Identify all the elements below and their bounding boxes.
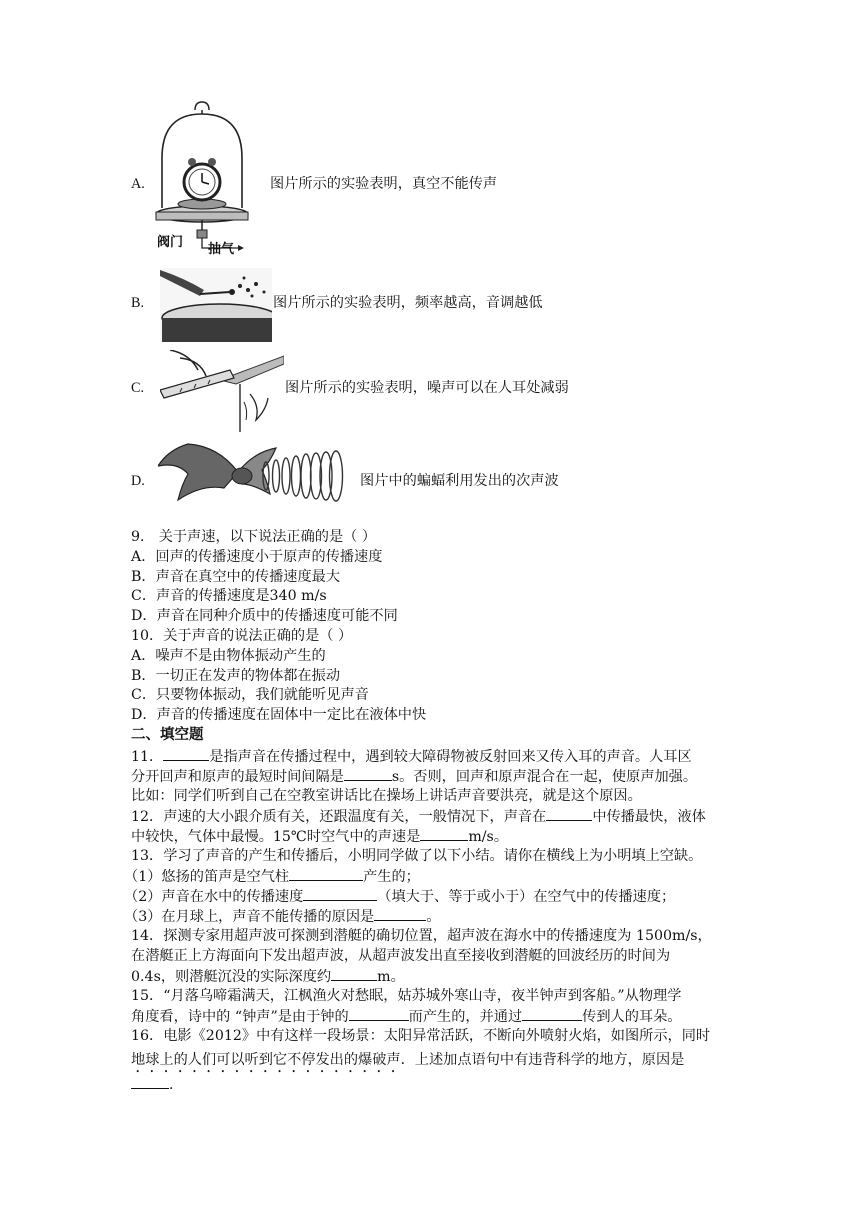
q10-stem: 10．关于声音的说法正确的是（ ） bbox=[131, 628, 353, 644]
option-d-text: 图片中的蝙蝠利用发出的次声波 bbox=[360, 473, 559, 489]
q9-option-b: B．声音在真空中的传播速度最大 bbox=[131, 569, 341, 585]
q13-sub1-text-b: 产生的； bbox=[363, 869, 420, 885]
q13-sub3 bbox=[124, 906, 440, 927]
q16-text2b: ．上述加点语句中有违背科学的地方，原因是 bbox=[400, 1052, 685, 1068]
option-d-label: D. bbox=[131, 473, 145, 489]
q15-text2a: 角度看，诗中的 “钟声”是由于钟的 bbox=[131, 1009, 349, 1025]
q13-sub1 bbox=[124, 866, 420, 887]
q13-sub2-text-a: （2）声音在水中的传播速度 bbox=[124, 889, 304, 905]
q12-text2b: m/s。 bbox=[468, 829, 509, 845]
option-c-text: 图片所示的实验表明，噪声可以在人耳处减弱 bbox=[285, 380, 569, 396]
q13-sub2-text-b: （填大于、等于或小于）在空气中的传播速度； bbox=[377, 889, 676, 905]
q16-emphasized-text: 地球上的人们可以听到它不停发出的爆破声 bbox=[131, 1052, 401, 1068]
q10-option-b: B．一切正在发声的物体都在振动 bbox=[131, 668, 341, 684]
q16-text3: ． bbox=[169, 1077, 184, 1093]
q12-blank2[interactable] bbox=[420, 826, 468, 841]
q11-line3: 比如：同学们听到自己在空教室讲话比在操场上讲话声音要洪亮，就是这个原因。 bbox=[131, 788, 642, 804]
q15-blank2[interactable] bbox=[522, 1006, 582, 1021]
q11-text2a: 分开回声和原声的最短时间间隔是 bbox=[131, 769, 344, 785]
q14-text3a: 0.4s，则潜艇沉没的实际深度约 bbox=[131, 969, 332, 985]
q9-option-c: C．声音的传播速度是340 m/s bbox=[131, 588, 327, 604]
pump-label: 抽气 bbox=[208, 242, 235, 257]
q15-blank1[interactable] bbox=[349, 1006, 409, 1021]
drum-figure bbox=[160, 268, 272, 342]
q11-text1: 是指声音在传播过程中，遇到较大障碍物被反射回来又传入耳的声音。人耳区 bbox=[209, 749, 692, 765]
q15-line2 bbox=[131, 1006, 682, 1027]
q13-line1: 13．学习了声音的产生和传播后，小明同学做了以下小结。请你在横线上为小明填上空缺。 bbox=[131, 848, 703, 864]
q13-sub3-text-b: 。 bbox=[426, 909, 441, 925]
option-b-text: 图片所示的实验表明，频率越高，音调越低 bbox=[273, 295, 543, 311]
q11-blank2[interactable] bbox=[344, 766, 392, 781]
section-heading: 二、填空题 bbox=[131, 727, 204, 743]
ruler-figure bbox=[160, 350, 284, 432]
q14-line3 bbox=[131, 966, 405, 987]
q11-line2 bbox=[131, 766, 697, 787]
q10-option-a: A．噪声不是由物体振动产生的 bbox=[131, 648, 326, 664]
q11-text2b: s。否则，回声和原声混合在一起，使原声加强。 bbox=[391, 769, 698, 785]
q12-text1a: 12．声速的大小跟介质有关，还跟温度有关，一般情况下，声音在 bbox=[131, 809, 547, 825]
q12-line1 bbox=[131, 806, 706, 827]
q9-option-a: A．回声的传播速度小于原声的传播速度 bbox=[131, 549, 383, 565]
q16-blank[interactable] bbox=[131, 1074, 169, 1089]
bat-figure bbox=[158, 440, 350, 512]
q12-blank1[interactable] bbox=[546, 806, 592, 821]
q13-blank1[interactable] bbox=[289, 866, 363, 881]
q9-stem: 9． 关于声速，以下说法正确的是（ ） bbox=[131, 529, 377, 545]
q12-text1b: 中传播最快，液体 bbox=[592, 809, 706, 825]
q13-blank3[interactable] bbox=[374, 906, 426, 921]
q14-line2: 在潜艇正上方海面向下发出超声波，从超声波发出直至接收到潜艇的回波经历的时间为 bbox=[131, 948, 671, 964]
q15-text2b: 而产生的，并通过 bbox=[408, 1009, 523, 1025]
q12-text2a: 中较快，气体中最慢。15℃时空气中的声速是 bbox=[131, 829, 421, 845]
option-a-label: A. bbox=[131, 176, 145, 192]
option-c-label: C. bbox=[131, 380, 145, 396]
q12-line2 bbox=[131, 826, 508, 847]
q16-line3 bbox=[131, 1074, 183, 1095]
q10-option-c: C．只要物体振动，我们就能听见声音 bbox=[131, 687, 369, 703]
q14-line1: 14．探测专家用超声波可探测到潜艇的确切位置，超声波在海水中的传播速度为 1500m/s， bbox=[131, 928, 712, 944]
q13-sub3-text-a: （3）在月球上，声音不能传播的原因是 bbox=[124, 909, 375, 925]
q14-blank[interactable] bbox=[331, 966, 377, 981]
q16-line1: 16．电影《2012》中有这样一段场景：太阳异常活跃，不断向外喷射火焰，如图所示，同时 bbox=[131, 1028, 711, 1044]
q16-line2 bbox=[131, 1050, 684, 1076]
q10-option-d: D．声音的传播速度在固体中一定比在液体中快 bbox=[131, 707, 427, 723]
q11-number: 11． bbox=[131, 749, 164, 765]
option-a-text: 图片所示的实验表明，真空不能传声 bbox=[270, 176, 498, 192]
q13-sub1-text-a: （1）悠扬的笛声是空气柱 bbox=[124, 869, 290, 885]
q14-text3b: m。 bbox=[377, 969, 405, 985]
option-b-label: B. bbox=[131, 295, 145, 311]
q11-blank1[interactable] bbox=[163, 746, 209, 761]
valve-label: 阀门 bbox=[157, 235, 184, 250]
q9-option-d: D．声音在同种介质中的传播速度可能不同 bbox=[131, 608, 398, 624]
q11-line1 bbox=[131, 746, 692, 767]
q13-blank2[interactable] bbox=[303, 886, 377, 901]
q15-text2c: 传到人的耳朵。 bbox=[582, 1009, 682, 1025]
q15-line1: 15．“月落乌啼霜满天，江枫渔火对愁眠，姑苏城外寒山寺，夜半钟声到客船。”从物理学 bbox=[131, 988, 682, 1004]
q13-sub2 bbox=[124, 886, 675, 907]
